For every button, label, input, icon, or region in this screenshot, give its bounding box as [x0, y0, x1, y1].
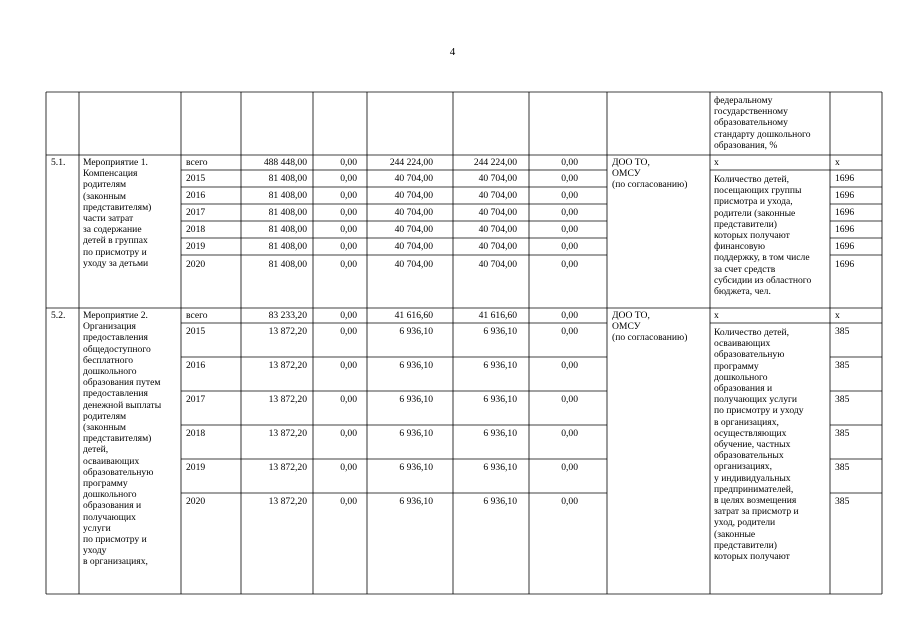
local-cell: 40 704,00: [478, 241, 517, 252]
local-cell: 6 936,10: [483, 326, 517, 337]
regional-cell: 41 616,60: [394, 310, 433, 321]
year-cell: 2018: [186, 224, 206, 235]
year-cell: 2016: [186, 190, 206, 201]
other-cell: 0,00: [561, 310, 578, 321]
year-cell: 2020: [186, 259, 206, 270]
federal-cell: 0,00: [340, 496, 357, 507]
year-cell: 2017: [186, 394, 206, 405]
local-cell: 6 936,10: [483, 394, 517, 405]
year-cell: 2020: [186, 496, 206, 507]
total-cell: 81 408,00: [268, 224, 307, 235]
carryover-indicator-text: федеральному государственному образовательному стандарту дошкольного образования, %: [714, 95, 811, 151]
regional-cell: 40 704,00: [394, 190, 433, 201]
indicator-value: 1696: [835, 173, 855, 184]
federal-cell: 0,00: [340, 207, 357, 218]
federal-cell: 0,00: [340, 360, 357, 371]
other-cell: 0,00: [561, 326, 578, 337]
federal-cell: 0,00: [340, 326, 357, 337]
regional-cell: 6 936,10: [399, 496, 433, 507]
other-cell: 0,00: [561, 462, 578, 473]
total-cell: 13 872,20: [268, 462, 307, 473]
indicator-value: 1696: [835, 224, 855, 235]
regional-cell: 40 704,00: [394, 224, 433, 235]
local-cell: 40 704,00: [478, 190, 517, 201]
total-cell: 13 872,20: [268, 394, 307, 405]
regional-cell: 40 704,00: [394, 173, 433, 184]
regional-cell: 244 224,00: [389, 157, 433, 168]
indicator-value: 385: [835, 428, 850, 439]
year-cell: 2015: [186, 326, 206, 337]
total-cell: 81 408,00: [268, 259, 307, 270]
regional-cell: 6 936,10: [399, 360, 433, 371]
other-cell: 0,00: [561, 157, 578, 168]
other-cell: 0,00: [561, 173, 578, 184]
local-cell: 40 704,00: [478, 207, 517, 218]
local-cell: 6 936,10: [483, 428, 517, 439]
regional-cell: 40 704,00: [394, 241, 433, 252]
other-cell: 0,00: [561, 207, 578, 218]
year-cell: 2017: [186, 207, 206, 218]
federal-cell: 0,00: [340, 394, 357, 405]
indicator-value: 385: [835, 326, 850, 337]
indicator-value: 1696: [835, 190, 855, 201]
indicator-value: 385: [835, 394, 850, 405]
other-cell: 0,00: [561, 394, 578, 405]
indicator-value: 385: [835, 360, 850, 371]
federal-cell: 0,00: [340, 259, 357, 270]
indicator-value: x: [835, 157, 840, 168]
year-cell: 2016: [186, 360, 206, 371]
row-number: 5.2.: [51, 310, 66, 321]
total-cell: 81 408,00: [268, 207, 307, 218]
local-cell: 6 936,10: [483, 462, 517, 473]
local-cell: 6 936,10: [483, 496, 517, 507]
measure-name: Мероприятие 2. Организация предоставления общедоступного бесплатного дошкольного образования путем предоставления денежной выплаты родителям (законным представителям) детей, осваивающих образовательную программу дошкольного образования и получающих услуги по присмотру и уходу в организациях,: [83, 310, 162, 568]
total-cell: 81 408,00: [268, 190, 307, 201]
federal-cell: 0,00: [340, 173, 357, 184]
federal-cell: 0,00: [340, 462, 357, 473]
year-cell: 2019: [186, 241, 206, 252]
indicator-total-mark: x: [714, 157, 719, 168]
executor-text: ДОО ТО, ОМСУ (по согласованию): [612, 157, 688, 191]
measure-name: Мероприятие 1. Компенсация родителям (законным представителям) части затрат за содержание детей в группах по присмотру и уходу за детьми: [83, 157, 152, 269]
total-cell: 488 448,00: [263, 157, 307, 168]
other-cell: 0,00: [561, 190, 578, 201]
federal-cell: 0,00: [340, 428, 357, 439]
indicator-value: 385: [835, 496, 850, 507]
indicator-value: 385: [835, 462, 850, 473]
local-cell: 6 936,10: [483, 360, 517, 371]
indicator-total-mark: x: [714, 310, 719, 321]
total-cell: 13 872,20: [268, 428, 307, 439]
total-cell: 13 872,20: [268, 360, 307, 371]
local-cell: 40 704,00: [478, 173, 517, 184]
federal-cell: 0,00: [340, 310, 357, 321]
indicator-text: Количество детей, осваивающих образовательную программу дошкольного образования и получающих услуги по присмотру и уходу в организациях, осуществляющих обучение, частных образовательных организациях, у индивидуальных предпринимателей, в целях возмещения затрат за присмотр и уход, родители (законные представители) которых получают: [714, 327, 804, 563]
year-cell: 2015: [186, 173, 206, 184]
other-cell: 0,00: [561, 360, 578, 371]
total-cell: 13 872,20: [268, 326, 307, 337]
federal-cell: 0,00: [340, 157, 357, 168]
total-cell: 81 408,00: [268, 241, 307, 252]
page-number: 4: [449, 46, 456, 58]
executor-text: ДОО ТО, ОМСУ (по согласованию): [612, 310, 688, 344]
regional-cell: 6 936,10: [399, 326, 433, 337]
year-cell: 2019: [186, 462, 206, 473]
regional-cell: 6 936,10: [399, 394, 433, 405]
local-cell: 40 704,00: [478, 224, 517, 235]
other-cell: 0,00: [561, 224, 578, 235]
local-cell: 244 224,00: [473, 157, 517, 168]
indicator-value: 1696: [835, 241, 855, 252]
indicator-value: x: [835, 310, 840, 321]
year-cell: всего: [186, 157, 208, 168]
other-cell: 0,00: [561, 496, 578, 507]
regional-cell: 40 704,00: [394, 207, 433, 218]
regional-cell: 6 936,10: [399, 428, 433, 439]
other-cell: 0,00: [561, 259, 578, 270]
local-cell: 41 616,60: [478, 310, 517, 321]
local-cell: 40 704,00: [478, 259, 517, 270]
regional-cell: 40 704,00: [394, 259, 433, 270]
year-cell: 2018: [186, 428, 206, 439]
federal-cell: 0,00: [340, 224, 357, 235]
total-cell: 81 408,00: [268, 173, 307, 184]
indicator-value: 1696: [835, 207, 855, 218]
federal-cell: 0,00: [340, 241, 357, 252]
year-cell: всего: [186, 310, 208, 321]
indicator-value: 1696: [835, 259, 855, 270]
total-cell: 83 233,20: [268, 310, 307, 321]
other-cell: 0,00: [561, 428, 578, 439]
total-cell: 13 872,20: [268, 496, 307, 507]
other-cell: 0,00: [561, 241, 578, 252]
indicator-text: Количество детей, посещающих группы присмотра и ухода, родители (законные представители) которых получают финансовую поддержку, в том числе за счет средств субсидии из областного бюджета, чел.: [714, 174, 812, 298]
regional-cell: 6 936,10: [399, 462, 433, 473]
federal-cell: 0,00: [340, 190, 357, 201]
row-number: 5.1.: [51, 157, 66, 168]
